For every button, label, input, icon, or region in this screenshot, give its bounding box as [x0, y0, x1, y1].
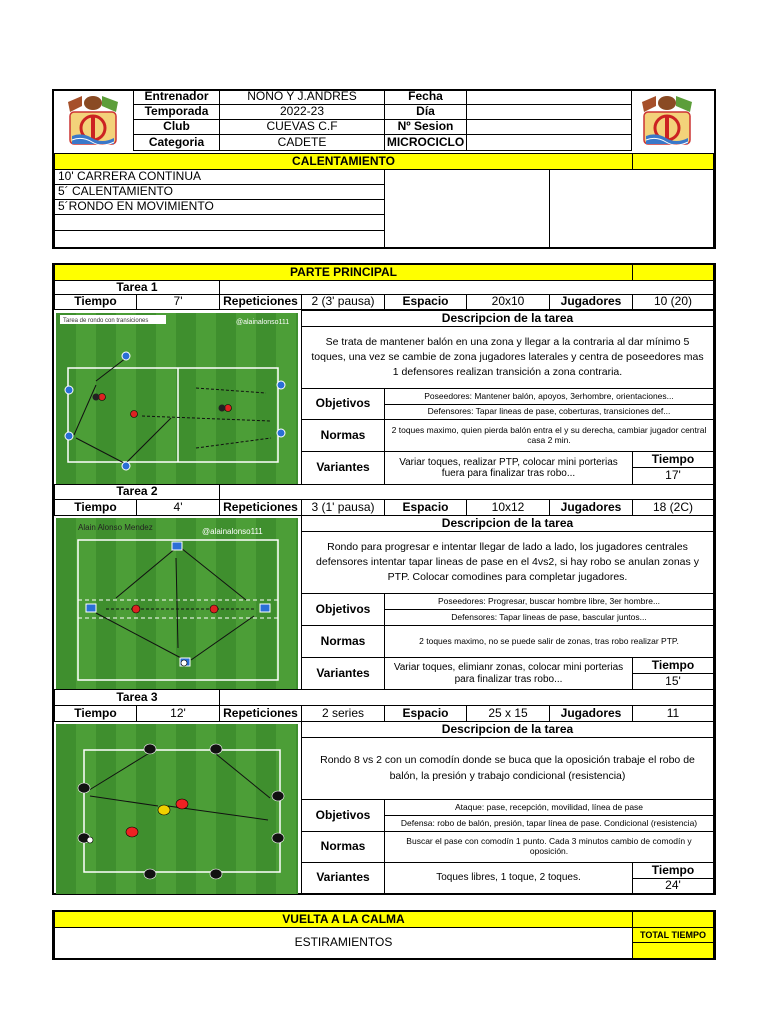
tarea-diagram — [56, 313, 298, 484]
club-logo-left — [62, 92, 124, 152]
repeticiones-label: Repeticiones — [219, 499, 302, 516]
categoria-value: CADETE — [219, 134, 385, 151]
tarea-name: Tarea 1 — [54, 280, 220, 295]
tiempo-value: 4' — [136, 499, 220, 516]
descripcion-text: Rondo para progresar e intentar llegar de lado a lado, los jugadores centrales defensores intentar tapar lineas de pase en el 4vs2, si hay robo se anulan zonas y PTP. Colocar comodines para completar jugadores. — [301, 531, 714, 594]
objetivo-line: Defensores: Tapar lineas de pase, bascular juntos... — [384, 609, 714, 626]
entrenador-value: NONO Y J.ANDRES — [219, 89, 385, 105]
principal-title-right — [632, 264, 714, 281]
calentamiento-notes — [549, 169, 714, 248]
microciclo-value[interactable] — [466, 134, 632, 151]
variantes-label: Variantes — [301, 657, 385, 690]
diagram-handle: @alainalonso111 — [236, 319, 290, 326]
tiempo-box-label: Tiempo — [632, 862, 714, 879]
normas-text: 2 toques maximo, quien pierda balón entra el y su derecha, cambiar jugador central casa 2 min. — [384, 419, 714, 452]
objetivo-line: Ataque: pase, recepción, movilidad, línea de pase — [384, 799, 714, 816]
tarea-diagram — [56, 518, 298, 689]
tarea-name-filler — [219, 280, 714, 295]
total-tiempo-value — [632, 942, 714, 959]
jugadores-label: Jugadores — [549, 499, 633, 516]
espacio-label: Espacio — [384, 294, 467, 310]
objetivo-line: Defensores: Tapar lineas de pase, coberturas, transiciones def... — [384, 404, 714, 420]
tarea-name-filler — [219, 689, 714, 706]
objetivo-line: Defensa: robo de balón, presión, tapar línea de pase. Condicional (resistencia) — [384, 815, 714, 832]
objetivos-label: Objetivos — [301, 593, 385, 626]
entrenador-label: Entrenador — [133, 89, 220, 105]
principal-title: PARTE PRINCIPAL — [54, 264, 633, 281]
tiempo-label: Tiempo — [54, 294, 137, 310]
repeticiones-value: 2 series — [301, 705, 385, 722]
tiempo-label: Tiempo — [54, 705, 137, 722]
repeticiones-label: Repeticiones — [219, 705, 302, 722]
tiempo-value: 12' — [136, 705, 220, 722]
variantes-label: Variantes — [301, 451, 385, 485]
calentamiento-title-right — [632, 153, 714, 170]
espacio-value: 20x10 — [466, 294, 550, 310]
fecha-value[interactable] — [466, 89, 632, 105]
tarea-name: Tarea 3 — [54, 689, 220, 706]
normas-label: Normas — [301, 831, 385, 863]
descripcion-label: Descripcion de la tarea — [301, 721, 714, 738]
tiempo-value: 7' — [136, 294, 220, 310]
temporada-value: 2022-23 — [219, 104, 385, 120]
jugadores-value: 11 — [632, 705, 714, 722]
jugadores-label: Jugadores — [549, 705, 633, 722]
temporada-label: Temporada — [133, 104, 220, 120]
club-value: CUEVAS C.F — [219, 119, 385, 135]
club-label: Club — [133, 119, 220, 135]
diagram-title: Tarea de rondo con transiciones — [63, 318, 149, 324]
tiempo-box-label: Tiempo — [632, 451, 714, 468]
espacio-value: 25 x 15 — [466, 705, 550, 722]
categoria-label: Categoria — [133, 134, 220, 151]
jugadores-value: 10 (20) — [632, 294, 714, 310]
tiempo-label: Tiempo — [54, 499, 137, 516]
total-tiempo-label: TOTAL TIEMPO — [632, 927, 714, 943]
tarea-diagram — [56, 724, 298, 894]
repeticiones-label: Repeticiones — [219, 294, 302, 310]
variantes-label: Variantes — [301, 862, 385, 894]
variantes-text: Variar toques, realizar PTP, colocar mini porterias fuera para finalizar tras robo... — [384, 451, 633, 485]
vuelta-item: ESTIRAMIENTOS — [54, 927, 633, 959]
objetivos-label: Objetivos — [301, 388, 385, 420]
sesion-value[interactable] — [466, 119, 632, 135]
calentamiento-item: 5´RONDO EN MOVIMIENTO — [54, 199, 385, 215]
tiempo-box-label: Tiempo — [632, 657, 714, 674]
calentamiento-notes — [384, 169, 550, 248]
tiempo-box-value: 17' — [632, 467, 714, 485]
vuelta-title-right — [632, 911, 714, 928]
objetivo-line: Poseedores: Progresar, buscar hombre libre, 3er hombre... — [384, 593, 714, 610]
descripcion-label: Descripcion de la tarea — [301, 515, 714, 532]
calentamiento-item: 10' CARRERA CONTINUA — [54, 169, 385, 185]
microciclo-label: MICROCICLO — [384, 134, 467, 151]
descripcion-text: Se trata de mantener balón en una zona y llegar a la contraria al dar mínimo 5 toques, una vez se cambie de zona jugadores laterales y centra de poseedores mas 1 defensores realizan transición a zona contraria. — [301, 326, 714, 389]
tarea-name-filler — [219, 484, 714, 500]
calentamiento-item — [54, 230, 385, 248]
tiempo-box-value: 15' — [632, 673, 714, 690]
tiempo-box-value: 24' — [632, 878, 714, 894]
repeticiones-value: 3 (1' pausa) — [301, 499, 385, 516]
espacio-label: Espacio — [384, 705, 467, 722]
normas-label: Normas — [301, 625, 385, 658]
dia-value[interactable] — [466, 104, 632, 120]
dia-label: Día — [384, 104, 467, 120]
jugadores-label: Jugadores — [549, 294, 633, 310]
sesion-label: Nº Sesion — [384, 119, 467, 135]
fecha-label: Fecha — [384, 89, 467, 105]
descripcion-text: Rondo 8 vs 2 con un comodín donde se buca que la oposición trabaje el robo de balón, la presión y trabajo condicional (resistencia) — [301, 737, 714, 800]
variantes-text: Toques libres, 1 toque, 2 toques. — [384, 862, 633, 894]
diagram-handle: @alainalonso111 — [202, 527, 263, 536]
objetivo-line: Poseedores: Mantener balón, apoyos, 3erhombre, orientaciones... — [384, 388, 714, 405]
normas-label: Normas — [301, 419, 385, 452]
jugadores-value: 18 (2C) — [632, 499, 714, 516]
variantes-text: Variar toques, elimianr zonas, colocar mini porterias para finalizar tras robo... — [384, 657, 633, 690]
calentamiento-title: CALENTAMIENTO — [54, 153, 633, 170]
club-logo-right — [636, 92, 698, 152]
normas-text: Buscar el pase con comodín 1 punto. Cada 3 minutos cambio de comodín y oposición. — [384, 831, 714, 863]
vuelta-title: VUELTA A LA CALMA — [54, 911, 633, 928]
normas-text: 2 toques maximo, no se puede salir de zonas, tras robo realizar PTP. — [384, 625, 714, 658]
calentamiento-item — [54, 214, 385, 231]
descripcion-label: Descripcion de la tarea — [301, 310, 714, 327]
calentamiento-item: 5´ CALENTAMIENTO — [54, 184, 385, 200]
diagram-title: Alain Alonso Mendez — [78, 523, 153, 532]
espacio-label: Espacio — [384, 499, 467, 516]
tarea-name: Tarea 2 — [54, 484, 220, 500]
repeticiones-value: 2 (3' pausa) — [301, 294, 385, 310]
objetivos-label: Objetivos — [301, 799, 385, 832]
espacio-value: 10x12 — [466, 499, 550, 516]
